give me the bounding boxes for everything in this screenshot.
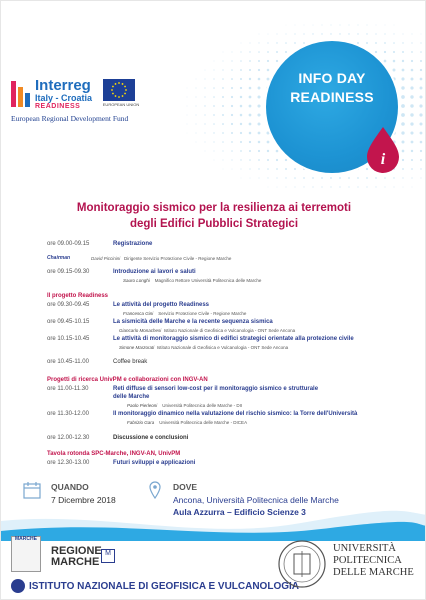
speaker: [119, 344, 288, 351]
univ-line-3: DELLE MARCHE: [333, 567, 414, 578]
speaker-role: Istituto Nazionale di Geofisica e Vulcanologia - ONT Sede Ancona: [163, 328, 296, 333]
univ-line-2: POLITECNICA: [333, 555, 402, 566]
interreg-brand: Interreg: [35, 77, 91, 94]
item-time: ore 11.30-12.00: [47, 411, 89, 417]
speaker: [123, 277, 261, 284]
chairman-label: Chairman: [47, 255, 71, 261]
protezione-civile-label: MARCHE: [15, 536, 37, 542]
speaker: [119, 327, 295, 334]
program-name: Italy - Croatia: [35, 93, 93, 103]
chairman-name: David Piccinini: [91, 256, 121, 261]
marche-word: MARCHE: [51, 556, 100, 568]
info-day-text: [266, 69, 398, 107]
where-label: DOVE: [173, 482, 198, 492]
location-pin-icon: [149, 481, 161, 499]
univpm-name: [333, 543, 414, 579]
item-time: ore 12.00-12.30: [47, 435, 90, 441]
interreg-bars-icon: [11, 81, 31, 107]
regione-word: REGIONE: [51, 545, 102, 557]
eu-caption: EUROPEAN UNION: [102, 102, 140, 107]
regione-emblem-icon: M: [101, 549, 115, 563]
ingv-logo-icon: [11, 579, 25, 593]
when-label: QUANDO: [51, 482, 89, 492]
item-title: Reti diffuse di sensori low-cost per il monitoraggio sismico e strutturale: [113, 386, 319, 392]
title-line-2: degli Edifici Pubblici Strategici: [129, 218, 299, 230]
section-title: Progetti di ricerca UnivPM e collaborazioni con INGV-AN: [47, 377, 208, 383]
speaker-role: Università Politecnica delle Marche - DII: [162, 403, 243, 408]
speaker-role: Istituto Nazionale di Geofisica e Vulcanologia - ONT Sede Ancona: [156, 345, 289, 350]
info-drop-icon: [363, 125, 403, 175]
univ-line-1: UNIVERSITÀ: [333, 543, 396, 554]
eu-flag-icon: [103, 79, 135, 101]
section-title: Tavola rotonda SPC-Marche, INGV-AN, UnivPM: [47, 451, 181, 457]
speaker-name: Giancarlo Monachesi: [119, 328, 162, 333]
speaker-name: Francesca Gini: [123, 311, 154, 316]
item-title: Futuri sviluppi e applicazioni: [113, 460, 196, 466]
regione-marche-logo: [51, 546, 102, 568]
speaker-name: Sauro Longhi: [123, 278, 150, 283]
speaker: [123, 310, 246, 317]
item-time: ore 09.30-09.45: [47, 302, 90, 308]
item-time: ore 09.45-10.15: [47, 319, 90, 325]
item-time: ore 09.15-09.30: [47, 269, 90, 275]
badge-line-1: INFO DAY: [298, 70, 366, 86]
speaker-role: Università Politecnica delle Marche - DICEA: [159, 420, 248, 425]
university-seal-icon: [277, 539, 327, 589]
venue: Ancona, Università Politecnica delle Marche: [173, 495, 339, 505]
speaker-name: Fabrizio Gara: [127, 420, 155, 425]
item-title: La sismicità delle Marche e la recente sequenza sismica: [113, 319, 273, 325]
svg-text:i: i: [380, 151, 386, 168]
item-time: ore 12.30-13.00: [47, 460, 90, 466]
venue-room: Aula Azzurra – Edificio Scienze 3: [173, 507, 306, 517]
section-title: Il progetto Readiness: [47, 293, 109, 299]
item-title: Le attività di monitoraggio sismico di edifici strategici orientate alla protezione civile: [113, 336, 354, 342]
item-title: Discussione e conclusioni: [113, 435, 189, 441]
ingv-name: ISTITUTO NAZIONALE DI GEOFISICA E VULCANOLOGIA: [29, 581, 300, 592]
speaker-name: Paolo Pierleoni: [127, 403, 158, 408]
speaker-role: Magnifico Rettore Università Politecnica delle Marche: [154, 278, 262, 283]
speaker: [127, 419, 247, 426]
speaker-role: Servizio Protezione Civile - Regione Marche: [158, 311, 247, 316]
chairman-info: [91, 255, 231, 262]
item-title: Introduzione ai lavori e saluti: [113, 269, 196, 275]
event-title: [41, 200, 387, 232]
item-title: Registrazione: [113, 241, 153, 247]
speaker-name: Simone Marzorati: [119, 345, 155, 350]
project-name: READINESS: [35, 103, 81, 110]
speaker: [127, 402, 242, 409]
item-title: Le attività del progetto Readiness: [113, 302, 210, 308]
item-time: ore 10.45-11.00: [47, 359, 89, 365]
calendar-icon: [23, 481, 41, 499]
event-date: 7 Dicembre 2018: [51, 495, 116, 505]
item-time: ore 09.00-09.15: [47, 241, 90, 247]
badge-line-2: READINESS: [290, 89, 374, 105]
fund-name: European Regional Development Fund: [11, 114, 129, 123]
header: [1, 1, 426, 191]
title-line-1: Monitoraggio sismico per la resilienza ai terremoti: [76, 202, 352, 214]
item-title-continued: delle Marche: [113, 394, 150, 400]
item-time: ore 10.15-10.45: [47, 336, 90, 342]
item-time: ore 11.00-11.30: [47, 386, 89, 392]
item-title: Il monitoraggio dinamico nella valutazione del rischio sismico: la Torre dell'Università: [113, 411, 358, 417]
item-title: Coffee break: [113, 359, 148, 365]
chairman-role: Dirigente Servizio Protezione Civile - Regione Marche: [124, 256, 232, 261]
